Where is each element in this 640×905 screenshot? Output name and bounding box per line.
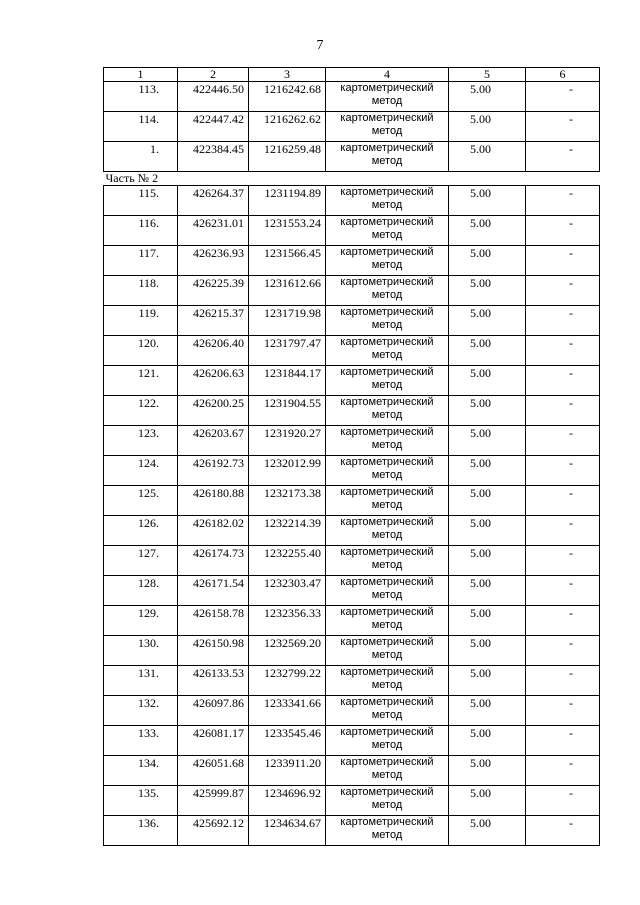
x-coordinate-cell: 426215.37 [178, 306, 249, 336]
precision-cell: 5.00 [449, 246, 526, 276]
method-cell: картометрический метод [326, 246, 449, 276]
precision-cell: 5.00 [449, 636, 526, 666]
table-row [104, 82, 600, 112]
table-row [104, 546, 600, 576]
precision-cell: 5.00 [449, 426, 526, 456]
x-coordinate-cell: 425692.12 [178, 816, 249, 846]
y-coordinate-cell: 1233341.66 [249, 696, 326, 726]
column-header-3: 3 [249, 68, 326, 82]
point-number-cell: 119. [104, 306, 178, 336]
description-cell: - [526, 366, 600, 396]
table-row [104, 786, 600, 816]
description-cell: - [526, 486, 600, 516]
table-row [104, 186, 600, 216]
precision-cell: 5.00 [449, 306, 526, 336]
table-row [104, 142, 600, 172]
x-coordinate-cell: 426081.17 [178, 726, 249, 756]
y-coordinate-cell: 1232356.33 [249, 606, 326, 636]
part-label: Часть № 2 [104, 172, 600, 186]
point-number-cell: 118. [104, 276, 178, 306]
x-coordinate-cell: 426051.68 [178, 756, 249, 786]
y-coordinate-cell: 1232569.20 [249, 636, 326, 666]
table-row [104, 666, 600, 696]
table-row [104, 112, 600, 142]
description-cell: - [526, 306, 600, 336]
y-coordinate-cell: 1216262.62 [249, 112, 326, 142]
point-number-cell: 133. [104, 726, 178, 756]
method-cell: картометрический метод [326, 426, 449, 456]
point-number-cell: 125. [104, 486, 178, 516]
description-cell: - [526, 246, 600, 276]
description-cell: - [526, 786, 600, 816]
precision-cell: 5.00 [449, 186, 526, 216]
table-row [104, 456, 600, 486]
point-number-cell: 121. [104, 366, 178, 396]
description-cell: - [526, 82, 600, 112]
x-coordinate-cell: 426133.53 [178, 666, 249, 696]
table-row [104, 276, 600, 306]
y-coordinate-cell: 1231719.98 [249, 306, 326, 336]
x-coordinate-cell: 422384.45 [178, 142, 249, 172]
table-row [104, 216, 600, 246]
description-cell: - [526, 726, 600, 756]
point-number-cell: 116. [104, 216, 178, 246]
point-number-cell: 120. [104, 336, 178, 366]
precision-cell: 5.00 [449, 516, 526, 546]
precision-cell: 5.00 [449, 336, 526, 366]
x-coordinate-cell: 426225.39 [178, 276, 249, 306]
table-row [104, 816, 600, 846]
point-number-cell: 122. [104, 396, 178, 426]
method-cell: картометрический метод [326, 82, 449, 112]
precision-cell: 5.00 [449, 756, 526, 786]
column-header-4: 4 [326, 68, 449, 82]
point-number-cell: 117. [104, 246, 178, 276]
y-coordinate-cell: 1231904.55 [249, 396, 326, 426]
precision-cell: 5.00 [449, 786, 526, 816]
header-row [104, 68, 600, 82]
point-number-cell: 136. [104, 816, 178, 846]
description-cell: - [526, 216, 600, 246]
point-number-cell: 134. [104, 756, 178, 786]
method-cell: картометрический метод [326, 456, 449, 486]
description-cell: - [526, 426, 600, 456]
description-cell: - [526, 816, 600, 846]
table-row [104, 306, 600, 336]
point-number-cell: 113. [104, 82, 178, 112]
point-number-cell: 131. [104, 666, 178, 696]
point-number-cell: 1. [104, 142, 178, 172]
precision-cell: 5.00 [449, 606, 526, 636]
x-coordinate-cell: 426203.67 [178, 426, 249, 456]
x-coordinate-cell: 426264.37 [178, 186, 249, 216]
method-cell: картометрический метод [326, 786, 449, 816]
description-cell: - [526, 756, 600, 786]
method-cell: картометрический метод [326, 336, 449, 366]
precision-cell: 5.00 [449, 576, 526, 606]
point-number-cell: 126. [104, 516, 178, 546]
x-coordinate-cell: 426097.86 [178, 696, 249, 726]
column-header-1: 1 [104, 68, 178, 82]
y-coordinate-cell: 1234696.92 [249, 786, 326, 816]
method-cell: картометрический метод [326, 756, 449, 786]
method-cell: картометрический метод [326, 142, 449, 172]
column-header-2: 2 [178, 68, 249, 82]
method-cell: картометрический метод [326, 576, 449, 606]
x-coordinate-cell: 426236.93 [178, 246, 249, 276]
point-number-cell: 127. [104, 546, 178, 576]
y-coordinate-cell: 1232214.39 [249, 516, 326, 546]
point-number-cell: 123. [104, 426, 178, 456]
column-header-5: 5 [449, 68, 526, 82]
y-coordinate-cell: 1232012.99 [249, 456, 326, 486]
precision-cell: 5.00 [449, 456, 526, 486]
point-number-cell: 124. [104, 456, 178, 486]
table-row [104, 246, 600, 276]
point-number-cell: 128. [104, 576, 178, 606]
description-cell: - [526, 112, 600, 142]
y-coordinate-cell: 1232799.22 [249, 666, 326, 696]
precision-cell: 5.00 [449, 546, 526, 576]
table-row [104, 696, 600, 726]
y-coordinate-cell: 1233911.20 [249, 756, 326, 786]
x-coordinate-cell: 426231.01 [178, 216, 249, 246]
method-cell: картометрический метод [326, 726, 449, 756]
y-coordinate-cell: 1232255.40 [249, 546, 326, 576]
x-coordinate-cell: 426171.54 [178, 576, 249, 606]
x-coordinate-cell: 426182.02 [178, 516, 249, 546]
method-cell: картометрический метод [326, 216, 449, 246]
method-cell: картометрический метод [326, 696, 449, 726]
precision-cell: 5.00 [449, 216, 526, 246]
precision-cell: 5.00 [449, 82, 526, 112]
method-cell: картометрический метод [326, 606, 449, 636]
description-cell: - [526, 666, 600, 696]
precision-cell: 5.00 [449, 486, 526, 516]
method-cell: картометрический метод [326, 112, 449, 142]
table-row [104, 726, 600, 756]
method-cell: картометрический метод [326, 276, 449, 306]
description-cell: - [526, 186, 600, 216]
description-cell: - [526, 546, 600, 576]
description-cell: - [526, 142, 600, 172]
x-coordinate-cell: 426192.73 [178, 456, 249, 486]
method-cell: картометрический метод [326, 636, 449, 666]
y-coordinate-cell: 1231797.47 [249, 336, 326, 366]
x-coordinate-cell: 422447.42 [178, 112, 249, 142]
table-row [104, 486, 600, 516]
y-coordinate-cell: 1231553.24 [249, 216, 326, 246]
precision-cell: 5.00 [449, 396, 526, 426]
precision-cell: 5.00 [449, 666, 526, 696]
part-row [104, 172, 600, 186]
y-coordinate-cell: 1216259.48 [249, 142, 326, 172]
y-coordinate-cell: 1232303.47 [249, 576, 326, 606]
x-coordinate-cell: 426206.40 [178, 336, 249, 366]
y-coordinate-cell: 1233545.46 [249, 726, 326, 756]
y-coordinate-cell: 1216242.68 [249, 82, 326, 112]
y-coordinate-cell: 1231920.27 [249, 426, 326, 456]
description-cell: - [526, 396, 600, 426]
table-row [104, 366, 600, 396]
description-cell: - [526, 456, 600, 486]
description-cell: - [526, 276, 600, 306]
description-cell: - [526, 516, 600, 546]
precision-cell: 5.00 [449, 366, 526, 396]
x-coordinate-cell: 422446.50 [178, 82, 249, 112]
x-coordinate-cell: 426174.73 [178, 546, 249, 576]
y-coordinate-cell: 1231612.66 [249, 276, 326, 306]
table-row [104, 576, 600, 606]
point-number-cell: 114. [104, 112, 178, 142]
precision-cell: 5.00 [449, 112, 526, 142]
table-row [104, 636, 600, 666]
point-number-cell: 129. [104, 606, 178, 636]
method-cell: картометрический метод [326, 186, 449, 216]
method-cell: картометрический метод [326, 306, 449, 336]
coordinates-table [103, 67, 600, 846]
table-row [104, 516, 600, 546]
method-cell: картометрический метод [326, 486, 449, 516]
description-cell: - [526, 696, 600, 726]
table-row [104, 606, 600, 636]
y-coordinate-cell: 1234634.67 [249, 816, 326, 846]
table-row [104, 756, 600, 786]
point-number-cell: 135. [104, 786, 178, 816]
y-coordinate-cell: 1231566.45 [249, 246, 326, 276]
column-header-6: 6 [526, 68, 600, 82]
method-cell: картометрический метод [326, 546, 449, 576]
x-coordinate-cell: 426158.78 [178, 606, 249, 636]
table-body [104, 82, 600, 846]
method-cell: картометрический метод [326, 666, 449, 696]
x-coordinate-cell: 426200.25 [178, 396, 249, 426]
precision-cell: 5.00 [449, 276, 526, 306]
precision-cell: 5.00 [449, 726, 526, 756]
description-cell: - [526, 576, 600, 606]
y-coordinate-cell: 1231194.89 [249, 186, 326, 216]
description-cell: - [526, 606, 600, 636]
point-number-cell: 115. [104, 186, 178, 216]
description-cell: - [526, 636, 600, 666]
x-coordinate-cell: 426150.98 [178, 636, 249, 666]
table-row [104, 396, 600, 426]
precision-cell: 5.00 [449, 816, 526, 846]
point-number-cell: 132. [104, 696, 178, 726]
x-coordinate-cell: 426180.88 [178, 486, 249, 516]
method-cell: картометрический метод [326, 816, 449, 846]
method-cell: картометрический метод [326, 366, 449, 396]
table-row [104, 426, 600, 456]
precision-cell: 5.00 [449, 142, 526, 172]
method-cell: картометрический метод [326, 516, 449, 546]
x-coordinate-cell: 426206.63 [178, 366, 249, 396]
x-coordinate-cell: 425999.87 [178, 786, 249, 816]
method-cell: картометрический метод [326, 396, 449, 426]
y-coordinate-cell: 1232173.38 [249, 486, 326, 516]
precision-cell: 5.00 [449, 696, 526, 726]
point-number-cell: 130. [104, 636, 178, 666]
y-coordinate-cell: 1231844.17 [249, 366, 326, 396]
description-cell: - [526, 336, 600, 366]
table-row [104, 336, 600, 366]
page-number: 7 [316, 38, 324, 53]
